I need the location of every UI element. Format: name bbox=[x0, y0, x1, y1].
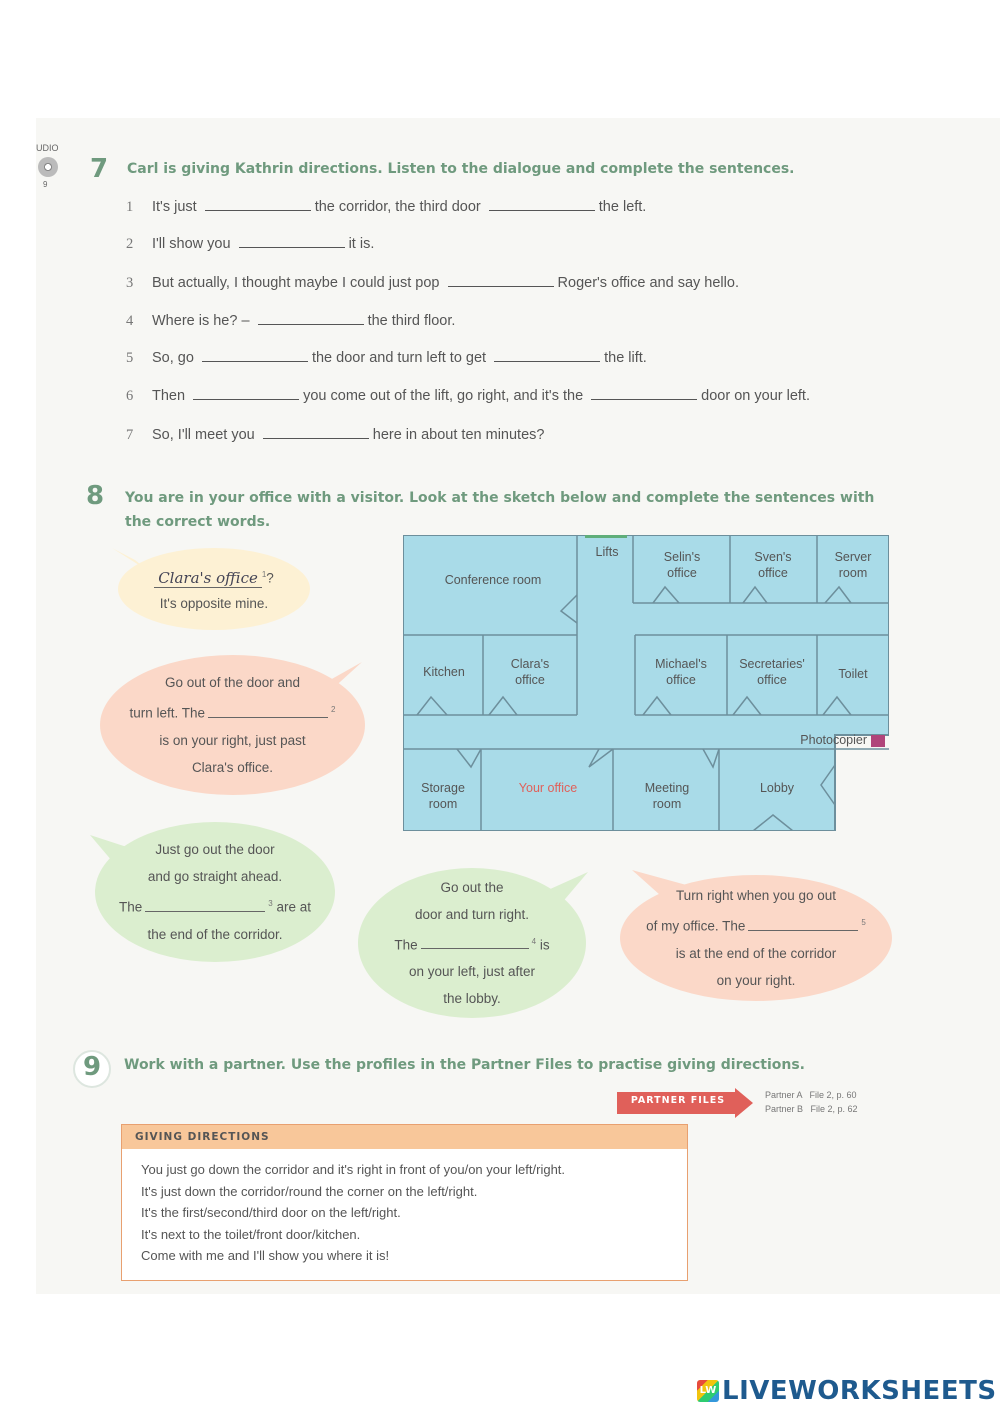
partner-files-tag: PARTNER FILES bbox=[630, 1095, 726, 1106]
ex7-sentence-1: 1 It's just the corridor, the third door the left. bbox=[126, 199, 647, 215]
room-selins-office: Selin's office bbox=[663, 550, 701, 580]
partner-a-ref: Partner A File 2, p. 60 bbox=[765, 1090, 857, 1100]
exercise-9-number: 9 bbox=[83, 1052, 102, 1082]
answer-blank[interactable] bbox=[145, 911, 265, 912]
ex7-sentence-2: 2 I'll show you it is. bbox=[126, 236, 375, 252]
bubble-1-answer: Clara's office bbox=[154, 569, 262, 588]
exercise-9-title: Work with a partner. Use the profiles in the Partner Files to practise giving directions. bbox=[124, 1057, 805, 1073]
partner-b-ref: Partner B File 2, p. 62 bbox=[765, 1104, 858, 1114]
office-floor-plan bbox=[403, 535, 889, 831]
answer-blank[interactable] bbox=[208, 717, 328, 718]
exercise-8-title-line2: the correct words. bbox=[125, 514, 271, 530]
phrase-line: Come with me and I'll show you where it is! bbox=[141, 1248, 390, 1263]
phrase-line: It's next to the toilet/front door/kitchen. bbox=[141, 1226, 361, 1242]
speech-bubble-4: Go out the door and turn right. The $^4$ is on your left, just after the lobby. bbox=[358, 868, 586, 1018]
ex7-sentence-7: 7 So, I'll meet you here in about ten minutes? bbox=[126, 427, 545, 443]
speech-bubble-2: Go out of the door and turn left. The $^2$ is on your right, just past Clara's office. bbox=[100, 655, 365, 795]
room-toilet: Toilet bbox=[838, 667, 868, 681]
ex7-sentence-3: 3 But actually, I thought maybe I could just pop Roger's office and say hello. bbox=[126, 275, 739, 291]
room-michaels-office: Michael's office bbox=[655, 657, 707, 687]
room-your-office: Your office bbox=[518, 781, 578, 795]
liveworksheets-logo-icon: LW bbox=[697, 1380, 719, 1402]
answer-blank[interactable] bbox=[748, 930, 858, 931]
room-meeting: Meeting room bbox=[644, 781, 690, 811]
photocopier-label: Photocopier bbox=[800, 733, 867, 747]
room-lobby: Lobby bbox=[759, 781, 795, 795]
giving-directions-box bbox=[121, 1124, 688, 1281]
room-lifts: Lifts bbox=[595, 545, 619, 559]
room-conference: Conference room bbox=[444, 573, 542, 587]
exercise-8-title-line1: You are in your office with a visitor. Look at the sketch below and complete the sentences with bbox=[125, 490, 875, 506]
phrase-line: It's just down the corridor/round the corner on the left/right. bbox=[141, 1183, 478, 1199]
speech-bubble-5: Turn right when you go out of my office. The $^5$ is at the end of the corridor on your right. bbox=[620, 875, 892, 1001]
room-kitchen: Kitchen bbox=[423, 665, 465, 679]
room-server: Server room bbox=[834, 550, 872, 580]
ex7-sentence-6: 6 Then you come out of the lift, go right, and it's the door on your left. bbox=[126, 388, 810, 404]
speech-bubble-3: Just go out the door and go straight ahead. The $^3$ are at the end of the corridor. bbox=[95, 822, 335, 962]
ex7-sentence-4: 4 Where is he? – the third floor. bbox=[126, 313, 456, 329]
liveworksheets-brand[interactable]: LIVEWORKSHEETS bbox=[722, 1376, 997, 1406]
audio-label: UDIO bbox=[36, 143, 59, 153]
room-secretaries-office: Secretaries' office bbox=[739, 657, 805, 687]
exercise-7-title: Carl is giving Kathrin directions. Listen to the dialogue and complete the sentences. bbox=[127, 161, 795, 177]
room-claras-office: Clara's office bbox=[510, 657, 550, 687]
exercise-8-number: 8 bbox=[86, 481, 105, 511]
room-svens-office: Sven's office bbox=[754, 550, 792, 580]
giving-directions-heading: GIVING DIRECTIONS bbox=[122, 1125, 687, 1149]
answer-blank[interactable] bbox=[421, 948, 529, 949]
room-storage: Storage room bbox=[421, 781, 465, 811]
exercise-7-number: 7 bbox=[90, 154, 109, 184]
speech-bubble-1: Clara's office $^1$? It's opposite mine. bbox=[118, 548, 310, 630]
phrase-line: It's the first/second/third door on the left/right. bbox=[141, 1205, 401, 1220]
ex7-sentence-5: 5 So, go the door and turn left to get the lift. bbox=[126, 350, 647, 366]
audio-track: 9 bbox=[43, 180, 48, 189]
phrase-line: You just go down the corridor and it's right in front of you/on your left/right. bbox=[141, 1162, 566, 1177]
